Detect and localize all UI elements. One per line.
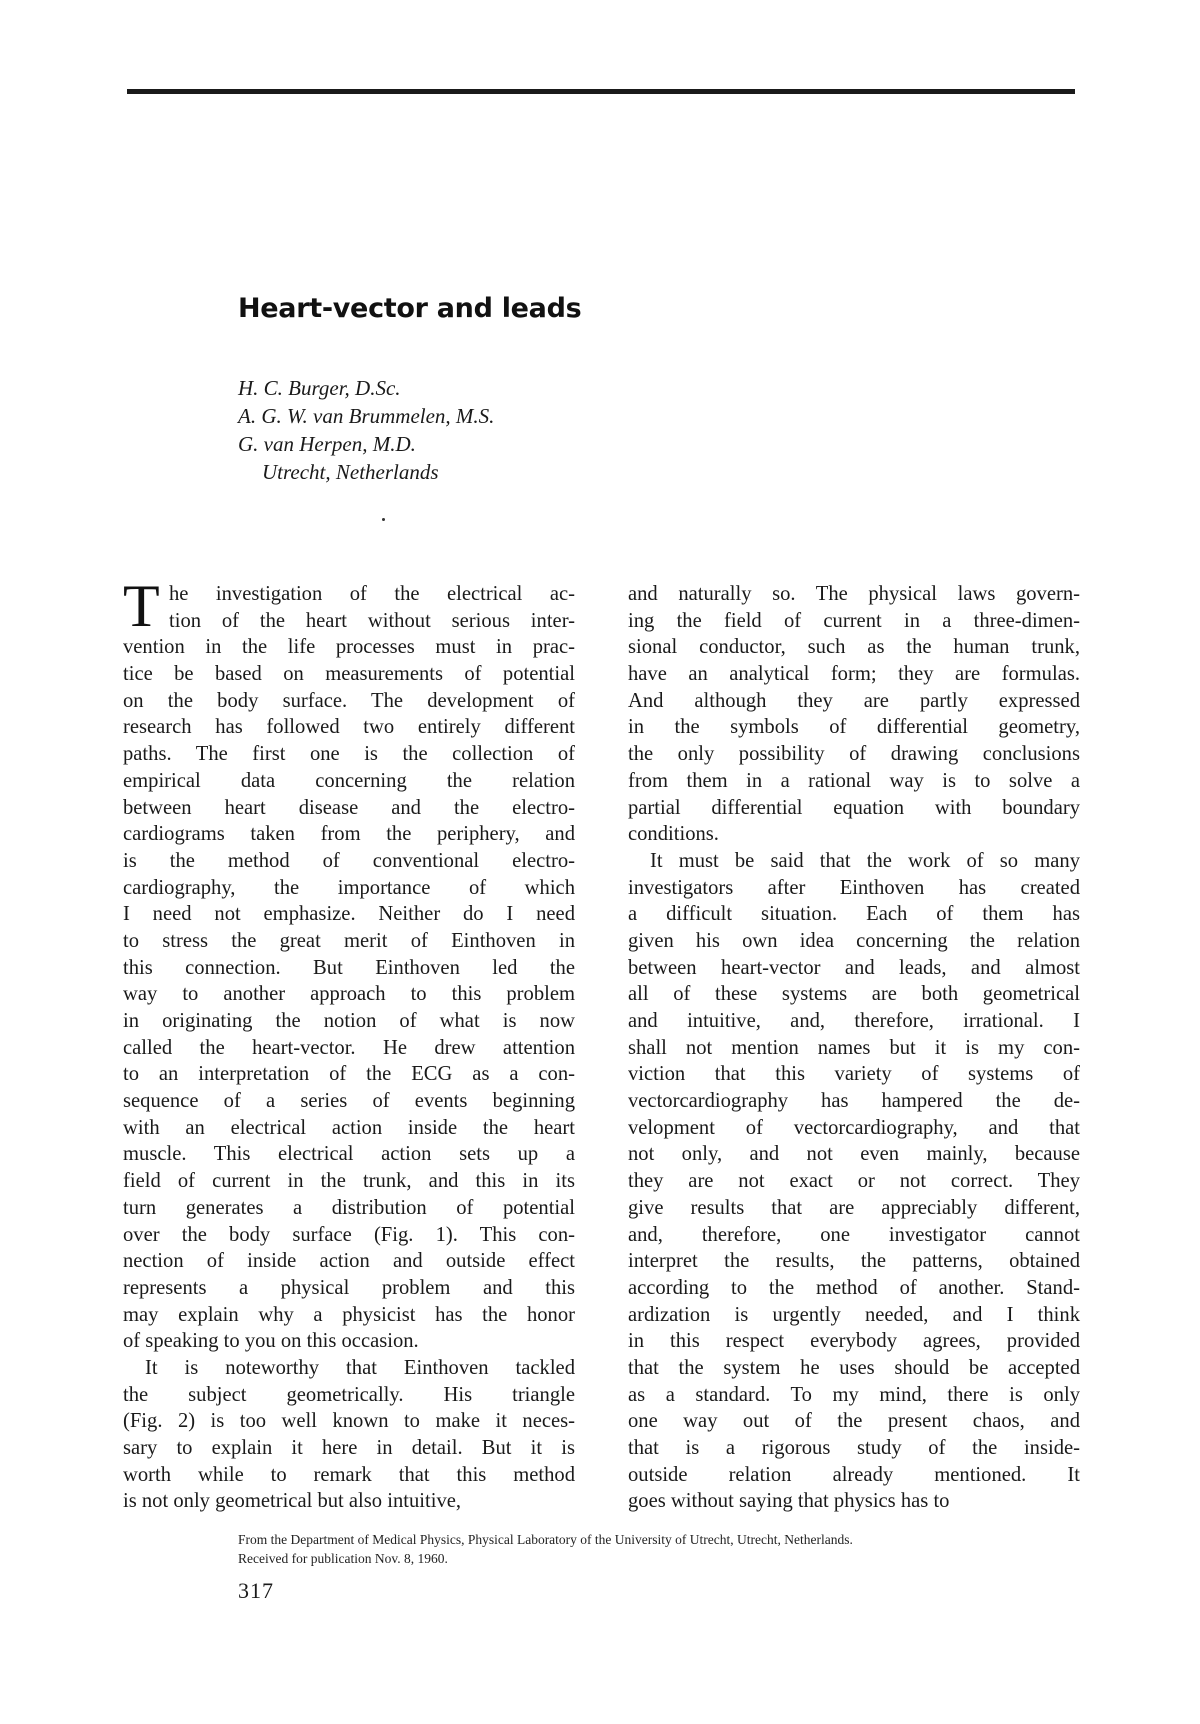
text-line: in originating the notion of what is now <box>123 1010 575 1032</box>
text-line: shall not mention names but it is my con- <box>628 1036 1080 1059</box>
text-line: between heart-vector and leads, and almost <box>628 956 1080 979</box>
text-line: investigators after Einthoven has created <box>628 876 1080 899</box>
text-line: called the heart-vector. He drew attention <box>123 1036 575 1059</box>
text-line: give results that are appreciably different, <box>628 1196 1080 1219</box>
footnote-affiliation: From the Department of Medical Physics, Physical Laboratory of the University of Utrecht, Utrecht, Netherlands. <box>238 1532 853 1547</box>
text-line: in the symbols of differential geometry, <box>628 716 1080 739</box>
text-line: viction that this variety of systems of <box>628 1063 1080 1086</box>
text-line: they are not exact or not correct. They <box>628 1170 1080 1193</box>
text-line: not only, and not even mainly, because <box>628 1143 1080 1166</box>
text-line: may explain why a physicist has the honor <box>123 1303 575 1326</box>
author-affiliation: Utrecht, Netherlands <box>262 460 439 484</box>
text-line: outside relation already mentioned. It <box>628 1463 1080 1486</box>
text-line: cardiograms taken from the periphery, and <box>123 823 575 846</box>
text-line: the only possibility of drawing conclusions <box>628 743 1080 766</box>
text-line: tion of the heart without serious inter- <box>169 609 575 632</box>
body-column-left <box>123 573 575 1515</box>
text-line: cardiography, the importance of which <box>123 876 575 899</box>
text-line: and intuitive, and, therefore, irrational. I <box>628 1010 1080 1032</box>
text-line: between heart disease and the electro- <box>123 796 575 819</box>
dropcap-letter: T <box>123 573 160 639</box>
text-line: field of current in the trunk, and this in its <box>123 1170 575 1193</box>
text-line: ardization is urgently needed, and I think <box>628 1303 1080 1326</box>
footnote-received: Received for publication Nov. 8, 1960. <box>238 1551 448 1566</box>
text-line: way to another approach to this problem <box>123 983 575 1006</box>
body-column-right <box>628 581 1080 1515</box>
text-line: a difficult situation. Each of them has <box>628 903 1080 926</box>
text-line: partial differential equation with boundary <box>628 796 1080 819</box>
footnote <box>238 1530 1080 1568</box>
text-line: is not only geometrical but also intuitive, <box>123 1490 462 1513</box>
text-line: that is a rigorous study of the inside- <box>628 1437 1080 1459</box>
text-line: sary to explain it here in detail. But it is <box>123 1437 575 1459</box>
text-line: sequence of a series of events beginning <box>123 1090 575 1113</box>
text-line: all of these systems are both geometrical <box>628 983 1080 1006</box>
separator-dot <box>382 518 385 521</box>
text-line: goes without saying that physics has to <box>628 1490 950 1513</box>
text-line: to an interpretation of the ECG as a con- <box>123 1063 575 1086</box>
text-line: sional conductor, such as the human trunk, <box>628 636 1080 659</box>
text-line: tice be based on measurements of potential <box>123 663 575 686</box>
text-line: this connection. But Einthoven led the <box>123 956 575 979</box>
text-line: research has followed two entirely different <box>123 716 575 739</box>
text-line: velopment of vectorcardiography, and that <box>628 1116 1080 1139</box>
text-line: vectorcardiography has hampered the de- <box>628 1090 1080 1113</box>
text-line: (Fig. 2) is too well known to make it neces- <box>123 1410 575 1433</box>
text-line: interpret the results, the patterns, obtained <box>628 1250 1080 1273</box>
text-line: nection of inside action and outside effect <box>123 1250 575 1273</box>
top-rule <box>127 89 1075 94</box>
text-line: over the body surface (Fig. 1). This con- <box>123 1223 575 1246</box>
text-line: given his own idea concerning the relation <box>628 929 1080 952</box>
text-line: empirical data concerning the relation <box>123 769 575 792</box>
text-line: with an electrical action inside the heart <box>123 1116 575 1139</box>
text-line: And although they are partly expressed <box>628 689 1080 712</box>
text-line: of speaking to you on this occasion. <box>123 1330 419 1353</box>
text-line: vention in the life processes must in prac- <box>123 636 575 659</box>
text-line: that the system he uses should be accepted <box>628 1356 1080 1379</box>
text-line: and naturally so. The physical laws govern- <box>628 583 1080 605</box>
text-line: worth while to remark that this method <box>123 1463 575 1486</box>
text-line: muscle. This electrical action sets up a <box>123 1143 575 1166</box>
text-line: paths. The first one is the collection of <box>123 743 575 766</box>
author-block <box>238 374 494 486</box>
text-line: is the method of conventional electro- <box>123 849 575 872</box>
text-line: conditions. <box>628 823 719 846</box>
author-3: G. van Herpen, M.D. <box>238 432 416 456</box>
author-1: H. C. Burger, D.Sc. <box>238 376 401 400</box>
text-line: turn generates a distribution of potential <box>123 1196 575 1219</box>
text-line: and, therefore, one investigator cannot <box>628 1223 1080 1246</box>
author-2: A. G. W. van Brummelen, M.S. <box>238 404 495 428</box>
text-line: It must be said that the work of so many <box>650 849 1080 872</box>
text-line: in this respect everybody agrees, provided <box>628 1330 1080 1353</box>
text-line: according to the method of another. Stand- <box>628 1276 1080 1299</box>
article-title: Heart-vector and leads <box>238 293 582 324</box>
text-line: ing the field of current in a three-dimen- <box>628 609 1080 632</box>
text-line: on the body surface. The development of <box>123 689 575 712</box>
text-line: as a standard. To my mind, there is only <box>628 1383 1080 1406</box>
text-line: the subject geometrically. His triangle <box>123 1383 575 1406</box>
text-line: to stress the great merit of Einthoven in <box>123 929 575 952</box>
text-line: I need not emphasize. Neither do I need <box>123 903 575 926</box>
text-line: represents a physical problem and this <box>123 1276 575 1299</box>
text-line: he investigation of the electrical ac- <box>169 583 575 605</box>
text-line: one way out of the present chaos, and <box>628 1410 1080 1433</box>
text-line: from them in a rational way is to solve a <box>628 769 1080 792</box>
page-number: 317 <box>238 1578 274 1603</box>
text-line: have an analytical form; they are formulas. <box>628 663 1080 686</box>
text-line: It is noteworthy that Einthoven tackled <box>145 1356 575 1379</box>
